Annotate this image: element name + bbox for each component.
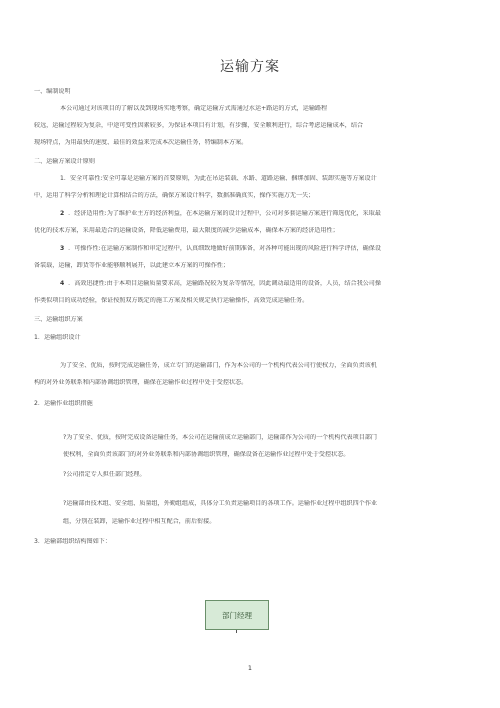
paragraph-line: 作类似项目的成功经验，保证按照双方既定的施工方案及相关规定执行运输操作，高效完成运输任务。 [34, 297, 309, 304]
principle-2-line [60, 210, 470, 218]
principle-4-line [60, 280, 470, 288]
principle-number: 2 [60, 210, 65, 217]
paragraph-line: 备装载，运输，卸货等作业能够顺利展开，以此建立本方案的可操作性； [34, 262, 229, 269]
document-title: 运输方案 [220, 59, 280, 75]
principle-1-line: 1．安全可靠性:安全可靠是运输方案的首要原则，为此在吊运装载、水路、道路运输、捆绑加固、装卸实施等方案设计 [60, 175, 377, 182]
measure-line: 组，分别在装卸，运输作业过程中相互配合，前后衔接。 [63, 518, 216, 525]
principle-text: ．可操作性:在运输方案制作和审定过程中，认真细致地做好前期准备，对各种可能出现的风险进行科学评估，确保设 [68, 245, 381, 252]
measure-line: ?公司指定专人担任部门经理。 [63, 471, 146, 478]
paragraph-line: 较远，运输过程较为复杂，中途可变性因素较多，为保证本项目有计划，有步骤，安全顺利进行，综合考虑运输成本，结合 [34, 122, 364, 129]
principle-text: ．经济适用性:为了维护业主方的经济利益，在本运输方案的设计过程中，公司对多套运输方案进行筛选优化，采取最 [68, 210, 381, 217]
section-heading-1: 一、编制说明 [34, 88, 71, 95]
paragraph-line: 为了安全、优质，按时完成运输任务，成立专门的运输部门，作为本公司的一个机构代表公司行使权力，全面负责该机 [60, 362, 377, 369]
paragraph-line: 现场特点，为用最快的速度、最佳的效益来完成本次运输任务，特编制本方案。 [34, 139, 248, 146]
paragraph-line: 构的对外业务联系和内部协调组织管理，确保在运输作业过程中处于受控状态。 [34, 379, 248, 386]
measure-line: ?运输部由技术组、安全组、质量组，外勤组组成，具体分工负责运输项目的各项工作。运输作业过程中组织四个作业 [63, 500, 378, 507]
section-heading-3: 三、运输组织方案 [34, 316, 83, 323]
subsection-heading: 1．运输组织设计 [34, 334, 81, 341]
principle-3-line [60, 245, 470, 253]
measure-line: ?为了安全、优质，按时完成设备运输任务，本公司在运输前成立运输部门，运输部作为公司的一个机构代表项目部门 [63, 434, 378, 441]
subsection-heading: 3．运输部组织结构图如下： [34, 538, 112, 545]
section-heading-2: 二、运输方案设计原则 [34, 158, 95, 165]
paragraph-line: 中，运用了科学分析和理论计算相结合的方法，确保方案设计科学，数据准确真实，操作实施万无一失； [34, 192, 315, 199]
org-chart-manager-label: 部门经理 [222, 611, 252, 620]
principle-text: ．高效迅捷性:由于本项目运输质量要求高，运输路况较为复杂等情况，因此调动最适用的设备，人员，结合我公司操 [68, 280, 381, 287]
measure-line: 使权利，全面负责该部门的对外业务联系和内部协调组织管理，确保设备在运输作业过程中处于受控状态。 [63, 451, 350, 458]
paragraph-line: 优化的技术方案，采用最适合的运输设备，降低运输费用，最大限度的减少运输成本，确保本方案的经济适用性； [34, 227, 339, 234]
subsection-heading: 2．运输作业组织措施 [34, 400, 93, 407]
paragraph-line: 本公司通过对该项目的了解以及到现场实地考察，确定运输方式需通过水运+路运的方式，运输路程 [60, 105, 328, 112]
principle-number: 4 [60, 280, 65, 287]
org-chart-connector [236, 630, 237, 633]
page-number: 1 [247, 664, 253, 672]
org-chart-manager-box [205, 600, 269, 630]
principle-number: 3 [60, 245, 65, 252]
